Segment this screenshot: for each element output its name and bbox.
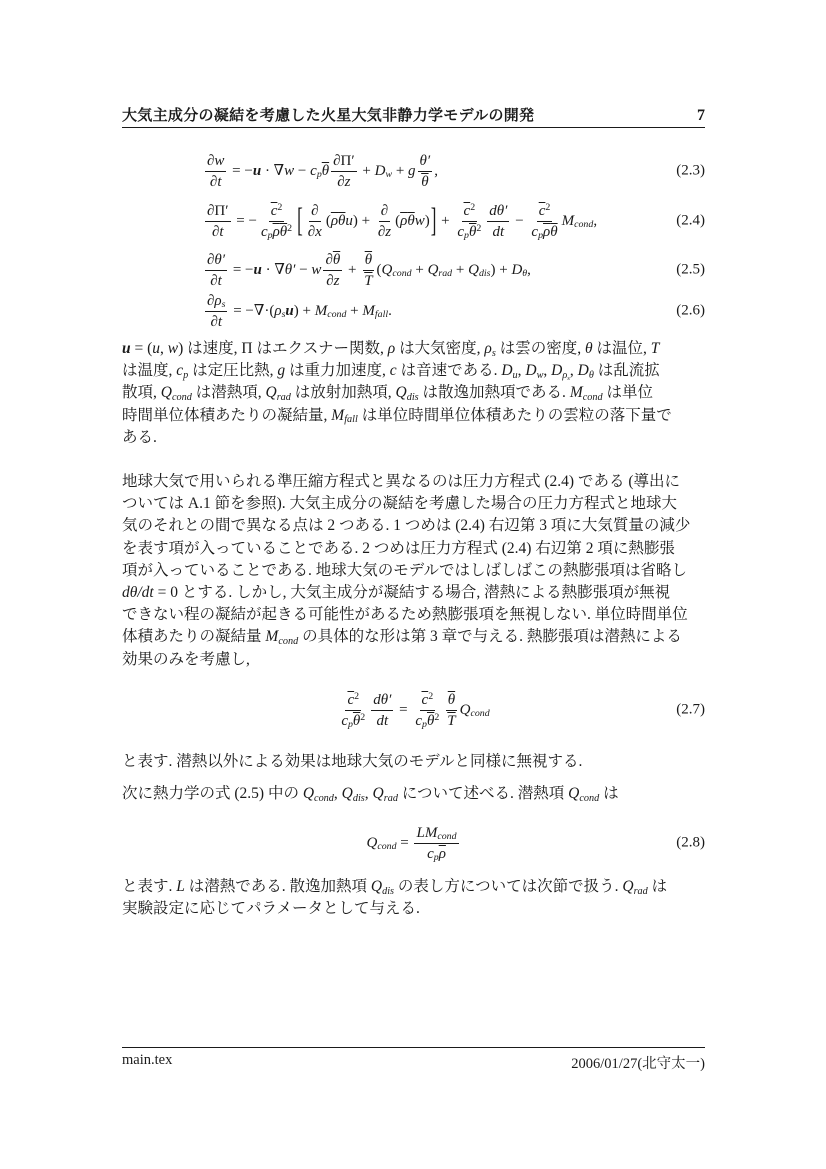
equation-2-6: [122, 292, 705, 330]
footer-filename: main.tex: [122, 1052, 173, 1068]
paragraph-latent-heat-note: [122, 751, 782, 773]
text-line: dθ/dt = 0 とする. しかし, 大気主成分が凝結する場合, 潜熱による熱膨張項が無視: [122, 583, 671, 601]
header: [122, 100, 705, 128]
equation-2-4: [122, 194, 705, 248]
text-line: ある.: [122, 428, 157, 446]
equation-2-5: [122, 248, 705, 292]
equation-2-3: [122, 148, 705, 194]
paragraph-pressure-equation: [122, 471, 782, 671]
text-line: 時間単位体積あたりの凝結量, Mfall は単位時間単位体積あたりの雲粒の落下量で: [122, 406, 672, 426]
equation-body: $\frac{\partial w}{\partial t}$ = $-u \cdot \nabla w - cp\overline{\theta}$ $\frac{\partial\Pi'}{\partial z}$ + Dw + g $\frac{\theta'}{\theta}$ ,: [207, 152, 438, 190]
text-line: と表す. 潜熱以外による効果は地球大気のモデルと同様に無視する.: [122, 753, 583, 770]
text-line: と表す. L は潜熱である. 散逸加熱項 Qdis の表し方については次節で扱う. Qrad は: [122, 878, 668, 897]
equation-body: $\frac{\partial\rho s}{\partial t}$ = −∇·(ρsu) + Mcond + Mfall.: [207, 292, 392, 330]
text-line: ついては A.1 節を参照). 大気主成分の凝結を考慮した場合の圧力方程式と地球大: [122, 495, 677, 513]
equation-group: [122, 148, 705, 330]
footer-date-author: 2006/01/27(北守太一): [571, 1056, 705, 1072]
equation-number: (2.3): [676, 162, 705, 179]
text-line: 体積あたりの凝結量 Mcond の具体的な形は第 3 章で与える. 熱膨張項は潜熱による: [122, 628, 682, 648]
text-line: 次に熱力学の式 (2.5) 中の Qcond, Qdis, Qrad について述べる. 潜熱項 Qcond は: [122, 785, 619, 804]
equation-body: $\frac{\partial\theta'}{\partial t}$ = −u · ∇θ′ − w $\frac{\partial\overline{\theta}}{\partial z}$ + $\frac{\overline{\theta}}{T}$ (Qcond + Qrad + Qdis) + Dθ,: [207, 251, 531, 289]
text-line: 散項, Qcond は潜熱項, Qrad は放射加熱項, Qdis は散逸加熱項である. Mcond は単位: [122, 384, 653, 404]
text-line: 項が入っていることである. 地球大気のモデルではしばしばこの熱膨張項は省略し: [122, 561, 687, 579]
equation-number: (2.5): [676, 261, 705, 278]
text-line: 気のそれとの間で異なる点は 2 つある. 1 つめは (2.4) 右辺第 3 項に大気質量の減少: [122, 517, 691, 535]
equation-body: Qcond = $\frac{\text{LMcond}}{cp\overline{\rho}}$: [366, 824, 457, 864]
paragraph-closing: [122, 876, 782, 920]
paragraph-thermodynamics-intro: [122, 783, 782, 805]
text-line: 効果のみを考慮し,: [122, 650, 250, 668]
equation-2-7: [122, 688, 705, 732]
equation-number: (2.7): [676, 701, 705, 718]
footer: [122, 1047, 705, 1073]
equation-2-8: [122, 820, 705, 866]
equation-number: (2.6): [676, 302, 705, 319]
text-line: を表す項が入っていることである. 2 つめは圧力方程式 (2.4) 右辺第 2 項に熱膨張: [122, 539, 675, 557]
equation-number: (2.8): [676, 834, 705, 851]
text-line: 実験設定に応じてパラメータとして与える.: [122, 900, 420, 918]
running-head-title: 大気主成分の凝結を考慮した火星大気非静力学モデルの開発: [122, 107, 535, 124]
text-line: u = (u, w) は速度, Π はエクスナー関数, ρ は大気密度, ρs は雲の密度, θ は温位, T: [122, 340, 660, 359]
paragraph-symbols: [122, 338, 782, 449]
equation-body: $\frac{\overline{c}^2}{cp\overline{\theta}^2}$ $\frac{d\theta'}{dt}$ = $\frac{\overline{c}^2}{cp\overline{\theta}^2}$ $\frac{\overline{\theta}}{T}$ Qcond: [341, 690, 490, 731]
equation-body: $\frac{\partial\Pi'}{\partial t}$ = − $\frac{\overline{c}^2}{cp\overline{\rho}\overline{\theta}^2}$ [ $\frac{\partial}{\partial x}$ $(\overline{\rho}\overline{\theta}u)$ + $\frac{\partial}{\partial z}$ $(\overline{\rho}\overline{\theta}w)$] + $\frac{\overline{c}^2}{cp\overline{\theta}^2}$ $\frac{d\theta'}{dt}$ − $\frac{\overline{c}^2}{cp\overline{\rho}\overline{\theta}}$ Mcond,: [207, 201, 598, 242]
equation-number: (2.4): [676, 212, 705, 229]
text-line: 地球大気で用いられる準圧縮方程式と異なるのは圧力方程式 (2.4) である (導出に: [122, 473, 680, 490]
page-number: 7: [697, 107, 705, 124]
text-line: できない程の凝結が起きる可能性があるため熱膨張項を無視しない. 単位時間単位: [122, 606, 688, 624]
text-line: は温度, cp は定圧比熱, g は重力加速度, c は音速である. Du, Dw, Dρs, Dθ は乱流拡: [122, 362, 660, 382]
